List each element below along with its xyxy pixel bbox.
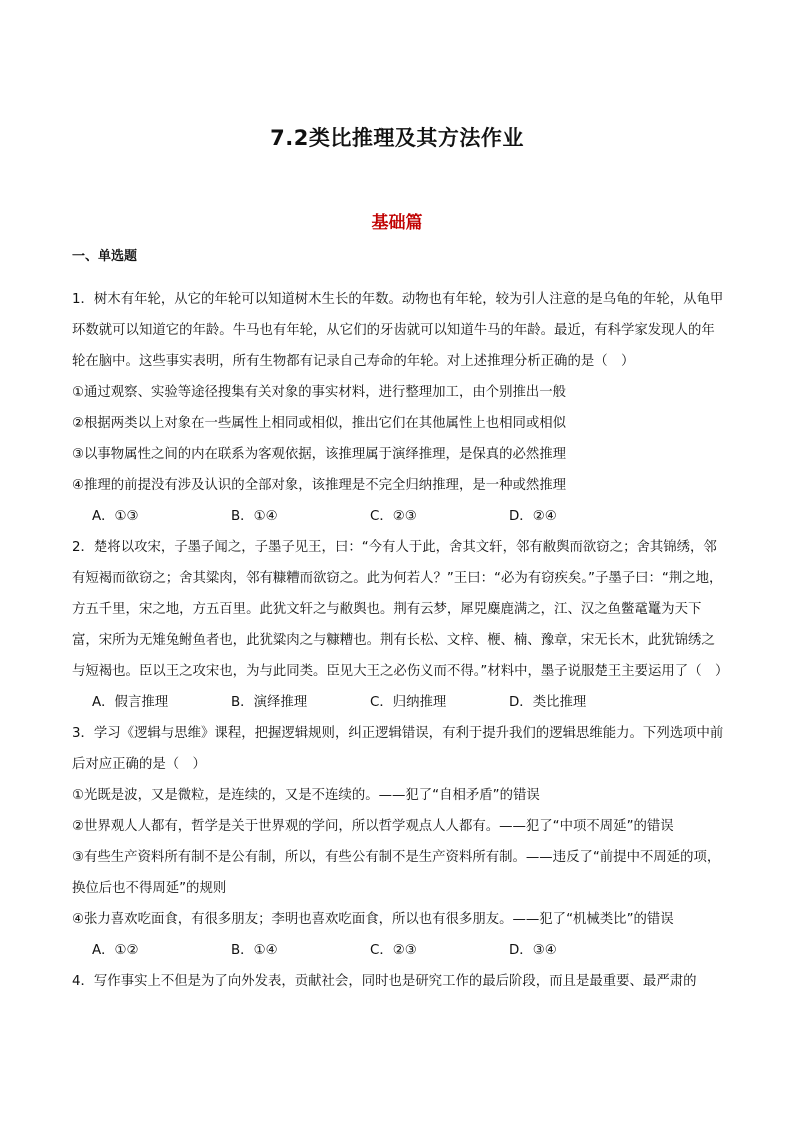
option-a[interactable]: A．假言推理 bbox=[92, 695, 169, 710]
question-stem: 3．学习《逻辑与思维》课程，把握逻辑规则，纠正逻辑错误，有利于提升我们的逻辑思维能力。下列选项中前后对应正确的是（ ） bbox=[72, 726, 724, 772]
statement: ①光既是波，又是微粒，是连续的，又是不连续的。——犯了“自相矛盾”的错误 bbox=[72, 788, 540, 803]
option-b[interactable]: B．①④ bbox=[231, 509, 278, 524]
section-title: 基础篇 bbox=[371, 213, 423, 233]
statement: ④推理的前提没有涉及认识的全部对象，该推理是不完全归纳推理，是一种或然推理 bbox=[72, 478, 567, 493]
option-b[interactable]: B．演绎推理 bbox=[231, 695, 308, 710]
option-c[interactable]: C．②③ bbox=[370, 509, 417, 524]
statement: ②世界观人人都有，哲学是关于世界观的学问，所以哲学观点人人都有。——犯了“中项不周延”的错误 bbox=[72, 819, 674, 834]
option-c[interactable]: C．②③ bbox=[370, 943, 417, 958]
question-4 bbox=[72, 966, 724, 997]
option-a[interactable]: A．①② bbox=[92, 943, 139, 958]
statement: ③有些生产资料所有制不是公有制，所以，有些公有制不是生产资料所有制。——违反了“前提中不周延的项，换位后也不得周延”的规则 bbox=[72, 850, 721, 896]
option-d[interactable]: D．③④ bbox=[509, 943, 557, 958]
page-title: 7.2类比推理及其方法作业 bbox=[270, 126, 524, 150]
option-a[interactable]: A．①③ bbox=[92, 509, 139, 524]
statement: ②根据两类以上对象在一些属性上相同或相似，推出它们在其他属性上也相同或相似 bbox=[72, 416, 567, 431]
question-type-heading: 一、单选题 bbox=[72, 249, 138, 264]
option-b[interactable]: B．①④ bbox=[231, 943, 278, 958]
question-stem: 4．写作事实上不但是为了向外发表，贡献社会，同时也是研究工作的最后阶段，而且是最重要、最严肃的 bbox=[72, 974, 697, 989]
statement: ①通过观察、实验等途径搜集有关对象的事实材料，进行整理加工，由个别推出一般 bbox=[72, 385, 567, 400]
question-stem: 1．树木有年轮，从它的年轮可以知道树木生长的年数。动物也有年轮，较为引人注意的是乌龟的年轮，从龟甲环数就可以知道它的年龄。牛马也有年轮，从它们的牙齿就可以知道牛马的年龄。最近，有科学家发现人的年轮在脑中。这些事实表明，所有生物都有记录自己寿命的年轮。对上述推理分析正确的是（ ） bbox=[72, 292, 724, 369]
answer-options bbox=[72, 501, 724, 532]
question-3 bbox=[72, 718, 724, 966]
question-list bbox=[72, 284, 729, 997]
option-d[interactable]: D．类比推理 bbox=[509, 695, 587, 710]
statement: ③以事物属性之间的内在联系为客观依据，该推理属于演绎推理，是保真的必然推理 bbox=[72, 447, 567, 462]
option-d[interactable]: D．②④ bbox=[509, 509, 557, 524]
question-2 bbox=[72, 532, 729, 718]
statement: ④张力喜欢吃面食，有很多朋友；李明也喜欢吃面食，所以也有很多朋友。——犯了“机械类比”的错误 bbox=[72, 912, 674, 927]
question-stem: 2．楚将以攻宋，子墨子闻之，子墨子见王，曰：“今有人于此，舍其文轩，邻有敝舆而欲窃之；舍其锦绣，邻有短褐而欲窃之；舍其粱肉，邻有糠糟而欲窃之。此为何若人？”王曰：“必为有窃疾矣。”子墨子曰：“荆之地，方五千里，宋之地，方五百里。此犹文轩之与敝舆也。荆有云梦，犀兕麋鹿满之，江、汉之鱼鳖鼋鼍为天下富，宋所为无雉兔鲋鱼者也，此犹粱肉之与糠糟也。荆有长松、文梓、楩、楠、豫章，宋无长木，此犹锦绣之与短褐也。臣以王之攻宋也，为与此同类。臣见大王之必伤义而不得。”材料中，墨子说服楚王主要运用了（ ） bbox=[72, 540, 729, 679]
answer-options bbox=[72, 935, 724, 966]
answer-options bbox=[72, 687, 724, 718]
option-c[interactable]: C．归纳推理 bbox=[370, 695, 447, 710]
question-1 bbox=[72, 284, 724, 532]
